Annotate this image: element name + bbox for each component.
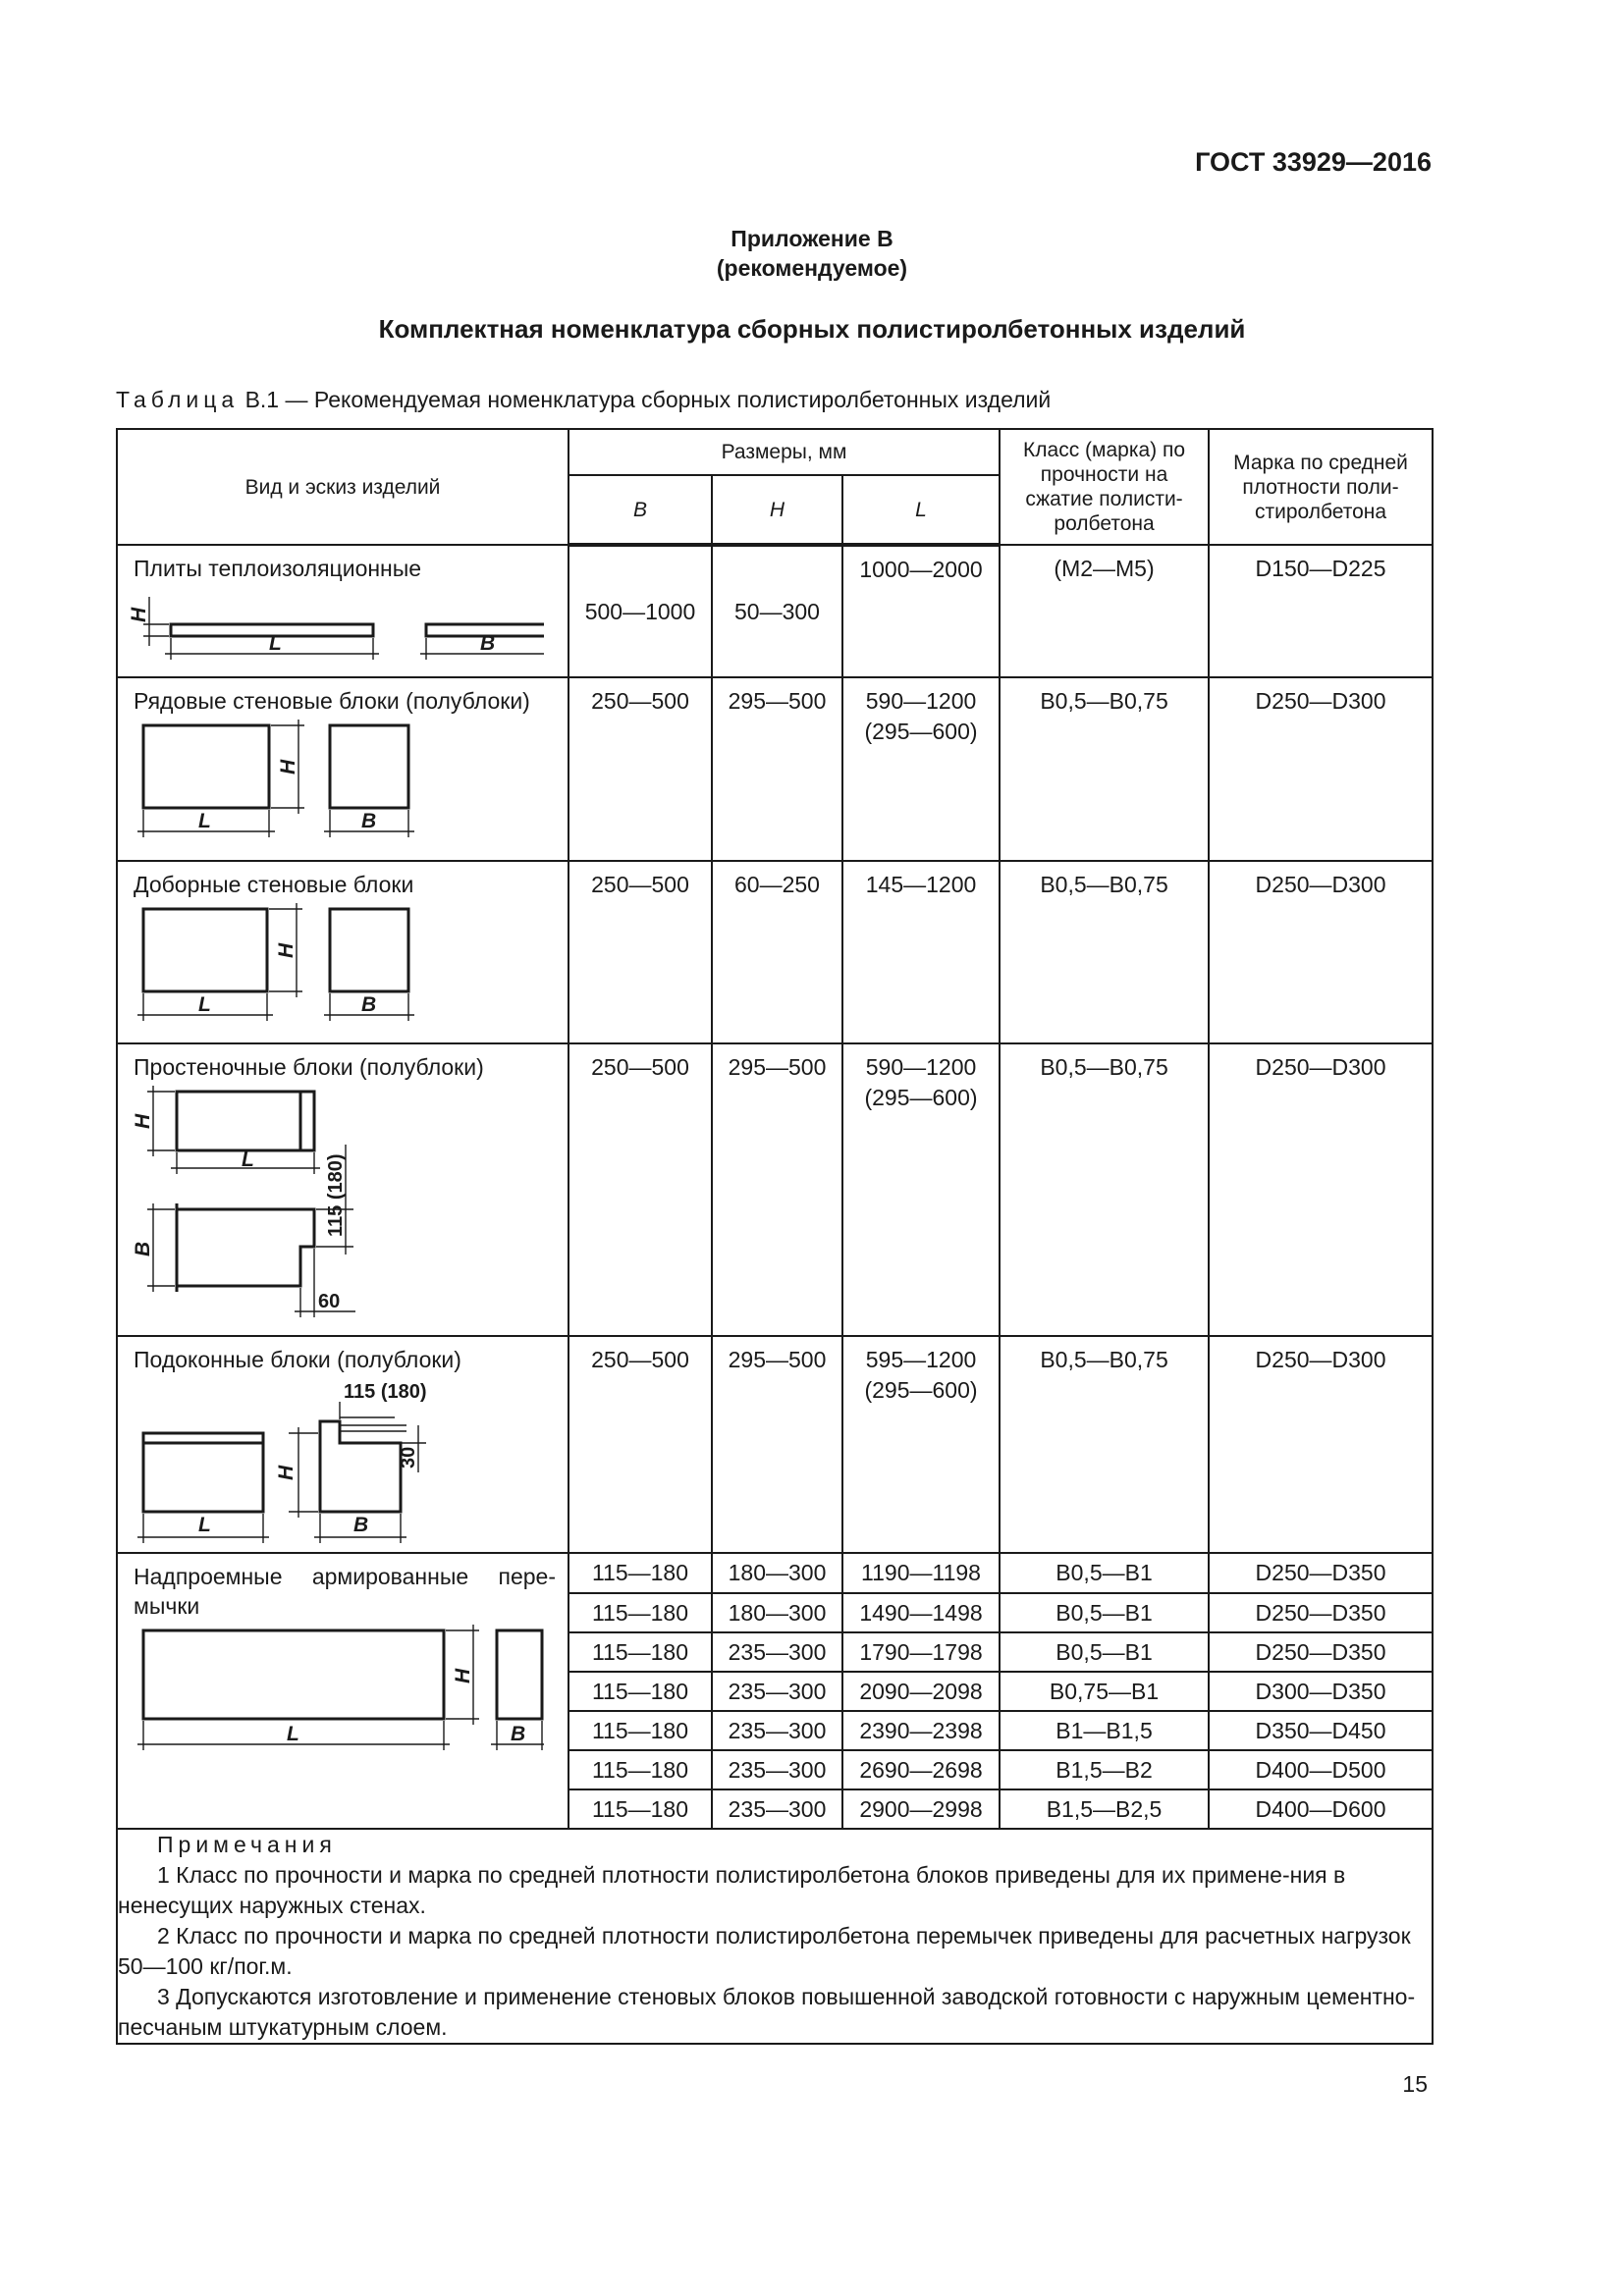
note-item: 3 Допускаются изготовление и применение стеновых блоков повышенной заводской готовности с наружным цементно-песчаным штукатурным слоем. bbox=[118, 1984, 1416, 2040]
item-name: Простеночные блоки (полублоки) bbox=[134, 1054, 484, 1080]
section-title: Комплектная номенклатура сборных полистиролбетонных изделий bbox=[378, 314, 1246, 344]
cell-l: 145—1200 bbox=[842, 861, 1000, 1043]
cell-strength: (М2—М5) bbox=[1000, 545, 1209, 677]
cell-h: 295—500 bbox=[712, 677, 842, 861]
cell-density: D250—D300 bbox=[1209, 861, 1433, 1043]
cell-strength: B1,5—B2 bbox=[1000, 1750, 1209, 1789]
cell-l-half: (295—600) bbox=[864, 719, 978, 744]
dim-label-b: B bbox=[361, 810, 377, 832]
cell-strength: B0,5—B0,75 bbox=[1000, 861, 1209, 1043]
appendix-title: Приложение В bbox=[731, 226, 893, 251]
item-name: Подоконные блоки (полублоки) bbox=[134, 1347, 461, 1372]
dim-label-h: H bbox=[277, 759, 299, 774]
cell-b: 250—500 bbox=[568, 1043, 712, 1336]
lintel-sketch bbox=[122, 1621, 544, 1768]
cell-h: 295—500 bbox=[712, 1336, 842, 1553]
dim-label-l: L bbox=[269, 632, 282, 655]
dim-label-30: 30 bbox=[398, 1446, 419, 1468]
column-header-type: Вид и эскиз изделий bbox=[117, 429, 568, 545]
table-row bbox=[117, 1553, 1433, 1593]
column-header-h: H bbox=[712, 475, 842, 545]
cell-l: 1490—1498 bbox=[842, 1593, 1000, 1632]
wall-block-sketch bbox=[122, 716, 544, 853]
cell-l bbox=[842, 677, 1000, 861]
item-cell bbox=[117, 545, 568, 677]
cell-b: 115—180 bbox=[568, 1672, 712, 1711]
cell-l-half: (295—600) bbox=[864, 1377, 978, 1403]
dim-label-60: 60 bbox=[318, 1291, 341, 1312]
cell-b: 500—1000 bbox=[568, 545, 712, 677]
dim-label-l: L bbox=[198, 810, 211, 832]
dim-label-115: 115 (180) bbox=[325, 1153, 347, 1237]
appendix-heading bbox=[0, 224, 1624, 283]
cell-b: 115—180 bbox=[568, 1789, 712, 1829]
cell-l-half: (295—600) bbox=[864, 1085, 978, 1110]
table-row bbox=[117, 861, 1433, 1043]
cell-h: 180—300 bbox=[712, 1553, 842, 1593]
table-row bbox=[117, 1336, 1433, 1553]
cell-l: 2090—2098 bbox=[842, 1672, 1000, 1711]
item-cell bbox=[117, 677, 568, 861]
item-name: Надпроемные армированные пере-мычки bbox=[134, 1564, 556, 1619]
dim-label-b: B bbox=[511, 1723, 526, 1745]
cell-b: 250—500 bbox=[568, 1336, 712, 1553]
dim-label-l: L bbox=[242, 1148, 254, 1171]
table-row bbox=[117, 545, 1433, 677]
cell-density: D300—D350 bbox=[1209, 1672, 1433, 1711]
cell-h: 235—300 bbox=[712, 1711, 842, 1750]
cell-strength: B0,75—B1 bbox=[1000, 1672, 1209, 1711]
dim-label-b: B bbox=[132, 1241, 154, 1256]
cell-density: D400—D600 bbox=[1209, 1789, 1433, 1829]
cell-h: 235—300 bbox=[712, 1750, 842, 1789]
appendix-status: (рекомендуемое) bbox=[716, 255, 908, 281]
cell-l: 2690—2698 bbox=[842, 1750, 1000, 1789]
page-number: 15 bbox=[1402, 2071, 1428, 2097]
cell-h: 295—500 bbox=[712, 1043, 842, 1336]
notes-title: Примечания bbox=[157, 1832, 337, 1857]
cell-b: 115—180 bbox=[568, 1750, 712, 1789]
cell-h: 235—300 bbox=[712, 1632, 842, 1672]
table-caption bbox=[116, 387, 1051, 413]
cell-density: D250—D350 bbox=[1209, 1553, 1433, 1593]
cell-density: D150—D225 bbox=[1209, 545, 1433, 677]
cell-h: 235—300 bbox=[712, 1789, 842, 1829]
cell-l: 1790—1798 bbox=[842, 1632, 1000, 1672]
cell-b: 115—180 bbox=[568, 1632, 712, 1672]
note-item: 2 Класс по прочности и марка по средней плотности полистиролбетона перемычек приведены для расчетных нагрузок 50—100 кг/пог.м. bbox=[118, 1923, 1411, 1979]
table-caption-number: В.1 bbox=[244, 387, 280, 412]
notes-cell bbox=[117, 1829, 1433, 2044]
notes-row bbox=[117, 1829, 1433, 2044]
dim-label-l: L bbox=[198, 1514, 211, 1536]
cell-density: D250—D350 bbox=[1209, 1593, 1433, 1632]
cell-h: 60—250 bbox=[712, 861, 842, 1043]
cell-l bbox=[842, 1043, 1000, 1336]
cell-density: D400—D500 bbox=[1209, 1750, 1433, 1789]
sill-block-sketch bbox=[122, 1374, 544, 1551]
dim-label-l: L bbox=[287, 1723, 299, 1745]
cell-b: 115—180 bbox=[568, 1553, 712, 1593]
column-header-dimensions: Размеры, мм bbox=[568, 429, 1000, 475]
table-caption-text: — Рекомендуемая номенклатура сборных полистиролбетонных изделий bbox=[285, 387, 1052, 412]
cell-h: 50—300 bbox=[712, 545, 842, 677]
slab-sketch bbox=[122, 583, 544, 667]
cell-strength: B1,5—B2,5 bbox=[1000, 1789, 1209, 1829]
cell-density: D250—D300 bbox=[1209, 677, 1433, 861]
cell-strength: B0,5—B0,75 bbox=[1000, 1336, 1209, 1553]
dim-label-h: H bbox=[128, 607, 150, 622]
standard-code: ГОСТ 33929—2016 bbox=[1195, 147, 1432, 177]
dim-label-b: B bbox=[361, 993, 377, 1016]
cell-strength: B0,5—B0,75 bbox=[1000, 1043, 1209, 1336]
item-name: Рядовые стеновые блоки (полублоки) bbox=[134, 688, 530, 714]
dim-label-l: L bbox=[198, 993, 211, 1016]
item-name: Доборные стеновые блоки bbox=[134, 872, 414, 897]
cell-b: 115—180 bbox=[568, 1711, 712, 1750]
cell-density: D250—D350 bbox=[1209, 1632, 1433, 1672]
cell-strength: B0,5—B1 bbox=[1000, 1593, 1209, 1632]
cell-h: 235—300 bbox=[712, 1672, 842, 1711]
item-name: Плиты теплоизоляционные bbox=[134, 556, 422, 581]
cell-density: D250—D300 bbox=[1209, 1336, 1433, 1553]
cell-strength: B0,5—B0,75 bbox=[1000, 677, 1209, 861]
dim-label-115: 115 (180) bbox=[344, 1381, 427, 1403]
dim-label-h: H bbox=[275, 942, 298, 958]
item-cell bbox=[117, 1043, 568, 1336]
cell-b: 115—180 bbox=[568, 1593, 712, 1632]
cell-l bbox=[842, 1336, 1000, 1553]
cell-l-main: 595—1200 bbox=[865, 1347, 977, 1372]
item-cell bbox=[117, 861, 568, 1043]
column-header-strength: Класс (марка) по прочности на сжатие полисти-ролбетона bbox=[1000, 429, 1209, 545]
cell-b: 250—500 bbox=[568, 861, 712, 1043]
dim-label-b: B bbox=[353, 1514, 369, 1536]
column-header-l: L bbox=[842, 475, 1000, 545]
cell-l: 1000—2000 bbox=[842, 545, 1000, 677]
cell-l-main: 590—1200 bbox=[865, 1054, 977, 1080]
cell-l: 2900—2998 bbox=[842, 1789, 1000, 1829]
dim-label-h: H bbox=[132, 1113, 154, 1129]
dim-label-h: H bbox=[452, 1668, 474, 1683]
cell-h: 180—300 bbox=[712, 1593, 842, 1632]
item-cell bbox=[117, 1336, 568, 1553]
cell-l-main: 590—1200 bbox=[865, 688, 977, 714]
dim-label-h: H bbox=[275, 1465, 298, 1480]
table-row bbox=[117, 1043, 1433, 1336]
cell-b: 250—500 bbox=[568, 677, 712, 861]
column-header-density: Марка по средней плотности поли-стиролбетона bbox=[1209, 429, 1433, 545]
cell-strength: B0,5—B1 bbox=[1000, 1553, 1209, 1593]
cell-strength: B0,5—B1 bbox=[1000, 1632, 1209, 1672]
additional-block-sketch bbox=[122, 899, 544, 1037]
column-header-b: B bbox=[568, 475, 712, 545]
cell-strength: B1—B1,5 bbox=[1000, 1711, 1209, 1750]
table-caption-label: Таблица bbox=[116, 387, 240, 412]
cell-l: 2390—2398 bbox=[842, 1711, 1000, 1750]
cell-density: D350—D450 bbox=[1209, 1711, 1433, 1750]
note-item: 1 Класс по прочности и марка по средней плотности полистиролбетона блоков приведены для их примене-ния в ненесущих наружных стенах. bbox=[118, 1862, 1346, 1918]
nomenclature-table bbox=[116, 428, 1434, 2045]
cell-density: D250—D300 bbox=[1209, 1043, 1433, 1336]
table-row bbox=[117, 677, 1433, 861]
cell-l: 1190—1198 bbox=[842, 1553, 1000, 1593]
pier-block-sketch bbox=[122, 1082, 544, 1332]
dim-label-b: B bbox=[480, 632, 496, 655]
item-cell bbox=[117, 1553, 568, 1829]
